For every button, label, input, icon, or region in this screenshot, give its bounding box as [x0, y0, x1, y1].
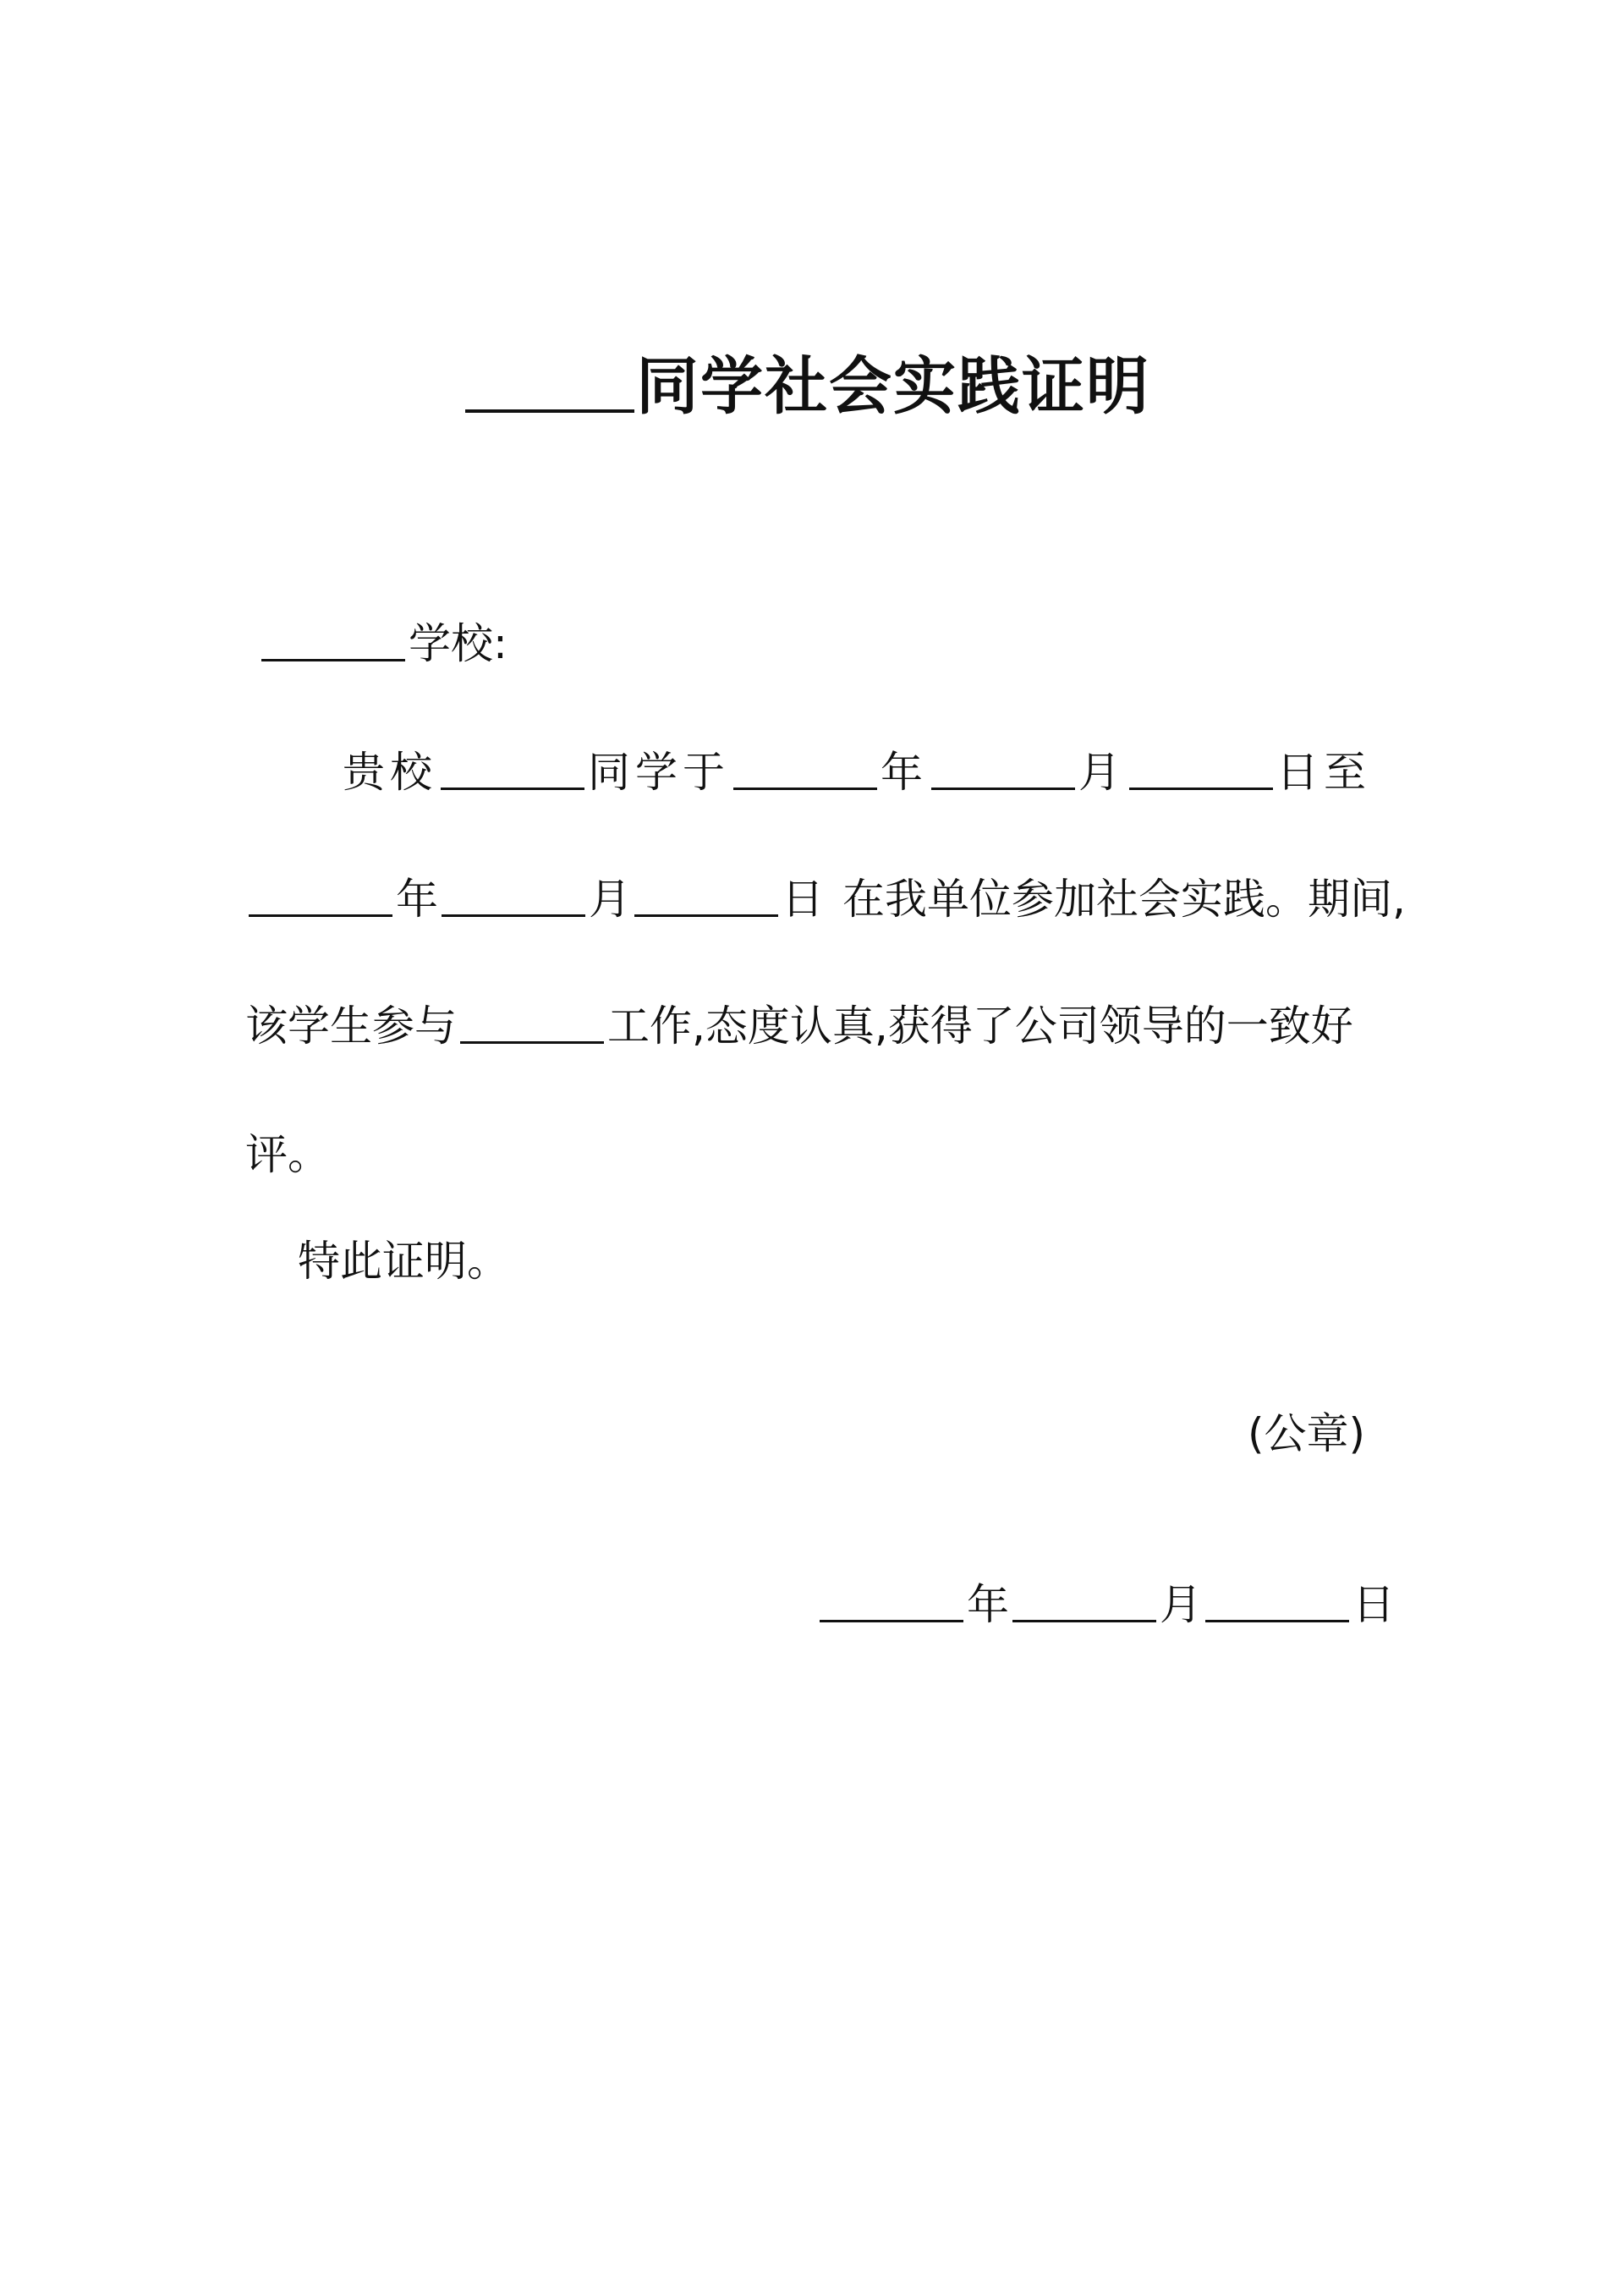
- title-text: 同学社会实践证明: [636, 350, 1150, 423]
- row2-text-b: 月: [589, 875, 631, 924]
- student-name-blank[interactable]: [441, 787, 584, 790]
- document-title: [465, 350, 1150, 423]
- end-year-blank[interactable]: [249, 914, 392, 917]
- school-name-blank[interactable]: [261, 658, 405, 661]
- row1-text-c: 年: [881, 748, 928, 797]
- end-day-blank[interactable]: [634, 914, 778, 917]
- closing-statement: [298, 1237, 509, 1286]
- row3-text-a: 该学生参与: [245, 1002, 457, 1051]
- sign-year-blank[interactable]: [820, 1619, 963, 1622]
- row1-text-d: 月: [1078, 748, 1126, 797]
- row1-text-b: 同学于: [588, 748, 730, 797]
- seal-text: (公章): [1248, 1409, 1366, 1458]
- row2-text-d: 在我单位参加社会实践。期间,: [842, 875, 1406, 924]
- company-seal-label: [1248, 1409, 1366, 1458]
- sign-year-label: 年: [967, 1580, 1009, 1629]
- sign-month-label: 月: [1160, 1580, 1202, 1629]
- signature-date-line: [816, 1580, 1395, 1629]
- body-row-2: [245, 875, 1406, 924]
- closing-text: 特此证明。: [298, 1237, 509, 1286]
- row4-text-a: 评。: [245, 1130, 330, 1179]
- start-year-blank[interactable]: [733, 787, 877, 790]
- row1-text-e: 日至: [1276, 748, 1371, 797]
- end-month-blank[interactable]: [442, 914, 585, 917]
- addressee-suffix: 学校:: [409, 619, 508, 668]
- body-row-3: [245, 1002, 1353, 1051]
- start-month-blank[interactable]: [931, 787, 1075, 790]
- start-day-blank[interactable]: [1129, 787, 1273, 790]
- row2-text-c: 日: [782, 875, 824, 924]
- sign-day-blank[interactable]: [1205, 1619, 1349, 1622]
- row1-text-a: 贵校: [343, 748, 437, 797]
- title-name-blank[interactable]: [465, 409, 634, 413]
- sign-day-label: 日: [1352, 1580, 1395, 1629]
- addressee-line: [258, 619, 508, 668]
- body-row-1: [343, 748, 1371, 797]
- row3-text-b: 工作,态度认真,获得了公司领导的一致好: [607, 1002, 1353, 1051]
- row2-text-a: 年: [396, 875, 438, 924]
- work-type-blank[interactable]: [460, 1040, 604, 1044]
- body-row-4: [245, 1130, 330, 1179]
- sign-month-blank[interactable]: [1012, 1619, 1156, 1622]
